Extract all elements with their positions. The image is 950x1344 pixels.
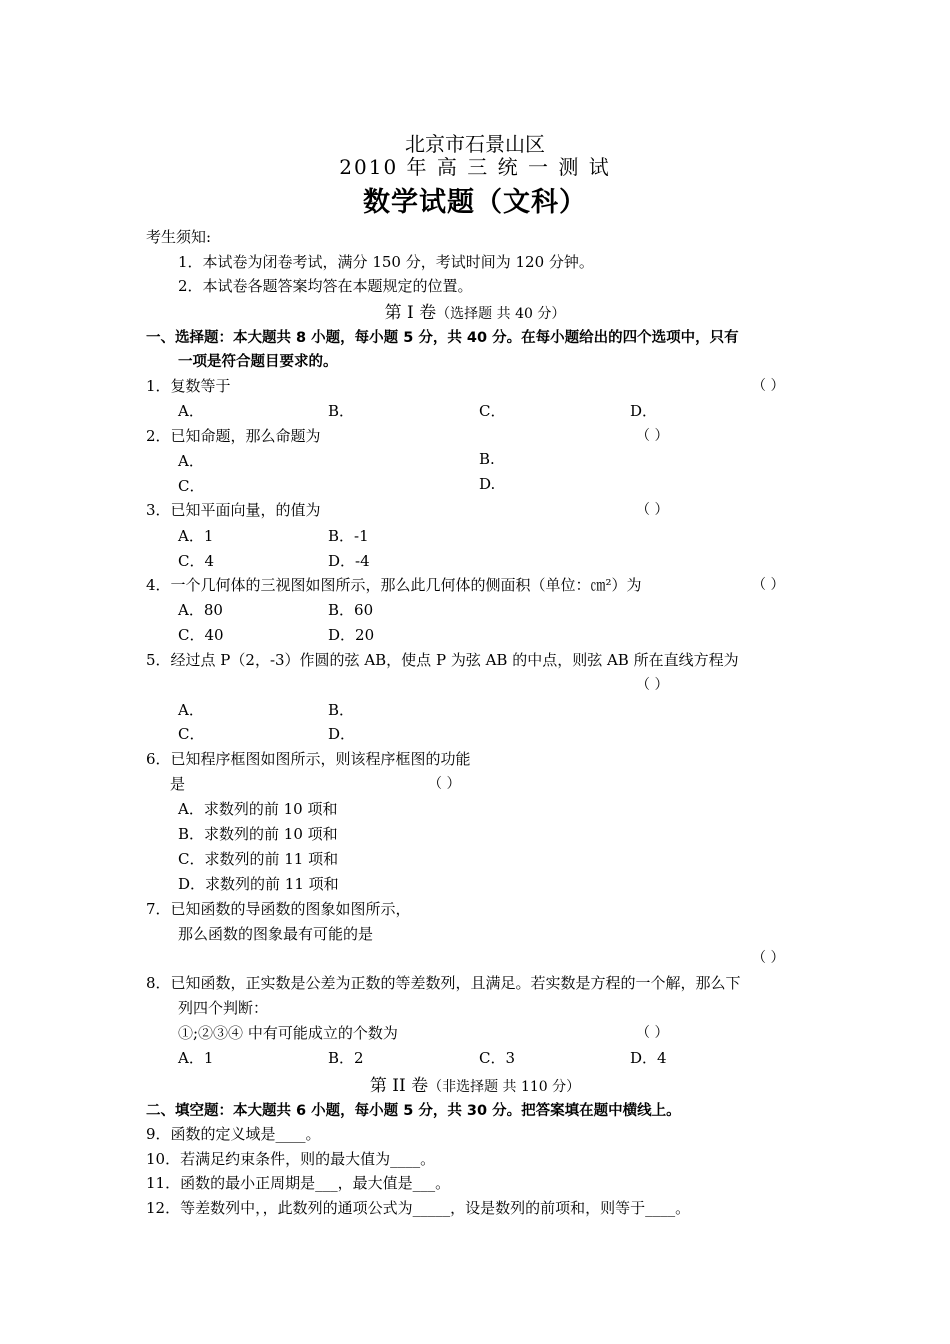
question-2-answer-paren: （ ）	[636, 428, 669, 444]
question-4-option-d: D．20	[328, 626, 375, 644]
question-1-option-d: D．	[630, 402, 658, 420]
question-12: 12．等差数列中，，此数列的通项公式为_____，设是数列的前项和，则等于____。	[146, 1199, 691, 1217]
question-8-stem-continued: 列四个判断：	[178, 999, 269, 1017]
question-4-stem: 4．一个几何体的三视图如图所示，那么此几何体的侧面积（单位：㎝²）为	[146, 576, 642, 594]
question-11: 11．函数的最小正周期是___，最大值是___。	[146, 1174, 451, 1192]
part2-subtitle: （非选择题 共 110 分）	[428, 1079, 581, 1095]
question-5-answer-paren: （ ）	[636, 677, 669, 693]
section1-instructions-line1: 一、选择题：本大题共 8 小题，每小题 5 分，共 40 分。在每小题给出的四个选项中，只有	[146, 330, 739, 346]
question-6-option-d: D．求数列的前 11 项和	[178, 875, 339, 893]
question-8-option-a: A．1	[178, 1049, 214, 1067]
question-2-option-c: C．	[178, 477, 205, 495]
part1-heading	[0, 298, 950, 323]
question-6-stem-continued: 是	[170, 775, 186, 793]
question-3-option-b: B．-1	[328, 527, 369, 545]
question-5-stem: 5．经过点 P（2，-3）作圆的弦 AB，使点 P 为弦 AB 的中点，则弦 AB 所在直线方程为	[146, 651, 739, 669]
question-6-stem: 6．已知程序框图如图所示，则该程序框图的功能	[146, 750, 471, 768]
question-1-option-c: C．	[479, 402, 506, 420]
question-4-option-a: A．80	[178, 601, 223, 619]
question-7-answer-paren: （ ）	[752, 950, 785, 966]
question-6-option-b: B．求数列的前 10 项和	[178, 825, 338, 843]
question-7-stem-continued: 那么函数的图象最有可能的是	[178, 925, 374, 943]
question-3-option-a: A．1	[178, 527, 214, 545]
question-1-option-b: B．	[328, 402, 355, 420]
part1-subtitle: （选择题 共 40 分）	[436, 306, 566, 322]
question-5-option-a: A．	[178, 701, 204, 719]
district-title: 北京市石景山区	[405, 132, 545, 156]
question-2-option-d: D.	[479, 475, 496, 493]
notice-item-1: 1．本试卷为闭卷考试，满分 150 分，考试时间为 120 分钟。	[178, 253, 594, 271]
exam-year-title: 2010 年 高 三 统 一 测 试	[339, 155, 611, 179]
question-4-option-b: B．60	[328, 601, 374, 619]
question-6-option-a: A．求数列的前 10 项和	[178, 800, 338, 818]
question-4-option-c: C．40	[178, 626, 224, 644]
question-8-conditions: ①;②③④ 中有可能成立的个数为	[178, 1024, 398, 1042]
question-8-option-d: D．4	[630, 1049, 667, 1067]
part1-title: 第 I 卷	[384, 303, 437, 323]
question-6-option-c: C．求数列的前 11 项和	[178, 850, 339, 868]
question-2-stem: 2．已知命题，那么命题为	[146, 427, 321, 445]
question-10: 10．若满足约束条件，则的最大值为____。	[146, 1150, 436, 1168]
question-8-answer-paren: （ ）	[636, 1025, 669, 1041]
question-3-option-d: D．-4	[328, 552, 370, 570]
question-2-option-a: A．	[178, 452, 204, 470]
question-8-option-c: C．3	[479, 1049, 516, 1067]
question-7-stem: 7．已知函数的导函数的图象如图所示，	[146, 900, 411, 918]
question-3-answer-paren: （ ）	[636, 502, 669, 518]
question-5-option-d: D．	[328, 725, 356, 743]
question-8-stem: 8．已知函数，正实数是公差为正数的等差数列，且满足。若实数是方程的一个解，那么下	[146, 974, 741, 992]
notice-label: 考生须知:	[146, 228, 212, 246]
question-2-option-b: B.	[479, 450, 495, 468]
section1-instructions-line2: 一项是符合题目要求的。	[178, 354, 338, 370]
notice-item-2: 2．本试卷各题答案均答在本题规定的位置。	[178, 277, 473, 295]
question-3-option-c: C．4	[178, 552, 215, 570]
section2-instructions: 二、填空题：本大题共 6 小题，每小题 5 分，共 30 分。把答案填在题中横线上。	[146, 1103, 681, 1119]
question-1-stem: 1．复数等于	[146, 377, 231, 395]
question-6-answer-paren: （ ）	[428, 776, 461, 792]
question-5-option-c: C．	[178, 725, 205, 743]
subject-title: 数学试题（文科）	[363, 187, 587, 218]
part2-title: 第 II 卷	[369, 1076, 429, 1096]
question-9: 9．函数的定义域是____。	[146, 1125, 321, 1143]
question-4-answer-paren: （ ）	[752, 577, 785, 593]
question-1-answer-paren: （ ）	[752, 378, 785, 394]
part2-heading	[0, 1071, 950, 1096]
question-1-option-a: A．	[178, 402, 204, 420]
question-8-option-b: B．2	[328, 1049, 364, 1067]
question-5-option-b: B．	[328, 701, 355, 719]
question-3-stem: 3．已知平面向量，的值为	[146, 501, 321, 519]
